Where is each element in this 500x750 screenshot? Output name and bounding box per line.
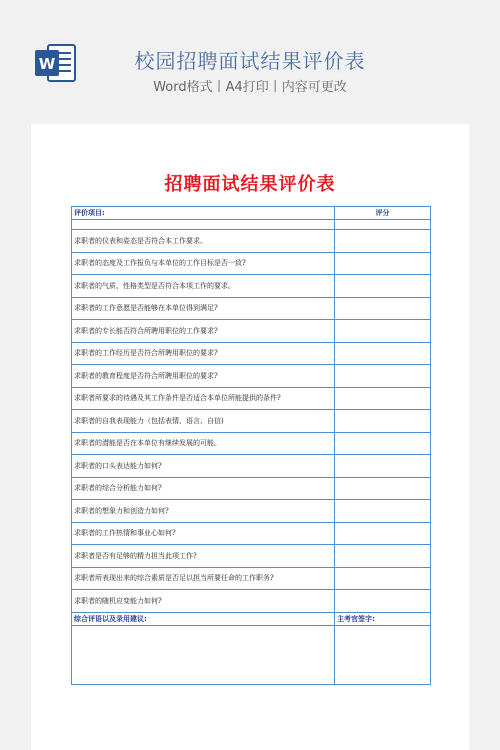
score-cell[interactable]: [335, 230, 431, 253]
table-header-row: [72, 207, 431, 220]
column-header-item: 评价项目:: [72, 207, 335, 220]
signature-label: 主考官签字:: [335, 612, 431, 625]
spacer-cell: [335, 220, 431, 230]
score-cell[interactable]: [335, 410, 431, 433]
evaluation-item: 求职者的随机应变能力如何?: [72, 590, 335, 613]
page-header: [0, 0, 500, 118]
evaluation-item: 求职者的想象力和创造力如何?: [72, 500, 335, 523]
score-cell[interactable]: [335, 522, 431, 545]
evaluation-item: 求职者的气质、性格类型是否符合本项工作的要求。: [72, 275, 335, 298]
evaluation-item: 求职者所表现出来的综合素质是否足以担当所要任命的工作职务?: [72, 567, 335, 590]
evaluation-item: 求职者是否有足够的精力担当此项工作?: [72, 545, 335, 568]
evaluation-item: 求职者的态度及工作报负与本单位的工作目标是否一致?: [72, 252, 335, 275]
score-cell[interactable]: [335, 432, 431, 455]
evaluation-item: 求职者的仪表和姿态是否符合本工作要求。: [72, 230, 335, 253]
document-title: 招聘面试结果评价表: [164, 174, 336, 195]
evaluation-item: 求职者的综合分析能力如何?: [72, 477, 335, 500]
evaluation-item: 求职者的口头表达能力如何?: [72, 455, 335, 478]
score-cell[interactable]: [335, 590, 431, 613]
evaluation-item: 求职者的专长能否符合所聘用职位的工作要求?: [72, 320, 335, 343]
page-subtitle: Word格式丨A4打印丨内容可更改: [153, 80, 347, 95]
table-row: [72, 477, 431, 500]
table-spacer-row: [72, 220, 431, 230]
table-row: [72, 590, 431, 613]
evaluation-item: 求职者的工作意愿是否能够在本单位得到满足?: [72, 297, 335, 320]
table-row: [72, 365, 431, 388]
score-cell[interactable]: [335, 567, 431, 590]
page-title: 校园招聘面试结果评价表: [134, 49, 366, 73]
score-cell[interactable]: [335, 342, 431, 365]
score-cell[interactable]: [335, 455, 431, 478]
table-row: [72, 230, 431, 253]
table-row: [72, 567, 431, 590]
table-row: [72, 320, 431, 343]
column-header-score: 评分: [335, 207, 431, 220]
score-cell[interactable]: [335, 297, 431, 320]
signature-field[interactable]: [335, 625, 431, 684]
summary-input-row: [72, 625, 431, 684]
table-row: [72, 500, 431, 523]
table-row: [72, 455, 431, 478]
spacer-cell: [72, 220, 335, 230]
table-row: [72, 522, 431, 545]
score-cell[interactable]: [335, 275, 431, 298]
table-row: [72, 432, 431, 455]
summary-row: [72, 612, 431, 625]
evaluation-item: 求职者的自我表现能力（包括表情、语言、自信): [72, 410, 335, 433]
table-row: [72, 410, 431, 433]
svg-text:W: W: [38, 55, 56, 73]
score-cell[interactable]: [335, 545, 431, 568]
evaluation-item: 求职者的工作热情和事业心如何?: [72, 522, 335, 545]
evaluation-item: 求职者的潜能是否在本单位有继续发展的可能。: [72, 432, 335, 455]
evaluation-item: 求职者所要求的待遇及其工作条件是否适合本单位所能提供的条件?: [72, 387, 335, 410]
table-row: [72, 275, 431, 298]
evaluation-item: 求职者的工作经历是否符合所聘用职位的要求?: [72, 342, 335, 365]
table-row: [72, 545, 431, 568]
score-cell[interactable]: [335, 252, 431, 275]
document-page: [31, 124, 469, 750]
summary-label: 综合评语以及录用建议:: [72, 612, 335, 625]
score-cell[interactable]: [335, 500, 431, 523]
summary-comment-field[interactable]: [72, 625, 335, 684]
evaluation-table: [71, 206, 431, 685]
score-cell[interactable]: [335, 387, 431, 410]
score-cell[interactable]: [335, 477, 431, 500]
table-row: [72, 252, 431, 275]
table-row: [72, 342, 431, 365]
table-row: [72, 387, 431, 410]
table-row: [72, 297, 431, 320]
score-cell[interactable]: [335, 320, 431, 343]
evaluation-item: 求职者的教育程度是否符合所聘用职位的要求?: [72, 365, 335, 388]
score-cell[interactable]: [335, 365, 431, 388]
